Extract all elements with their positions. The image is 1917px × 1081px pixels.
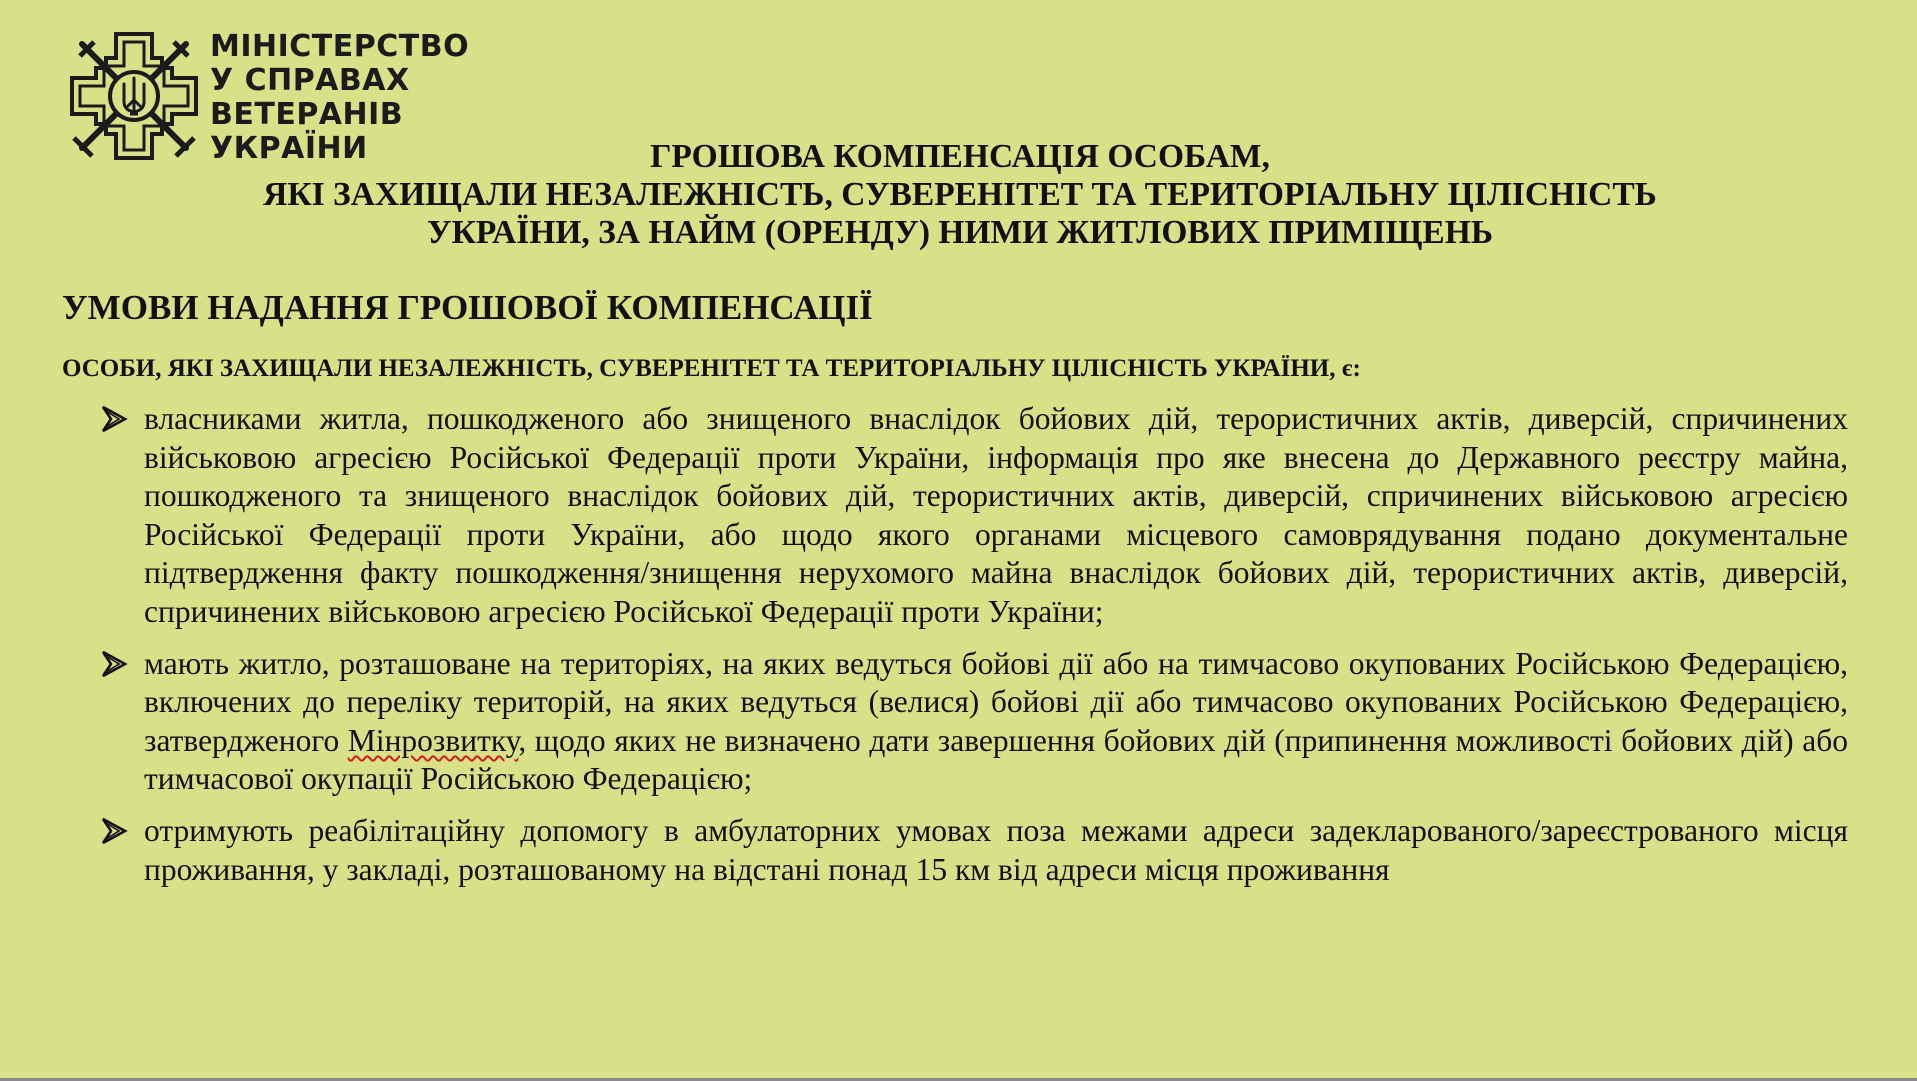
page-title-line-2: ЯКІ ЗАХИЩАЛИ НЕЗАЛЕЖНІСТЬ, СУВЕРЕНІТЕТ ТА ТЕРИТОРІАЛЬНУ ЦІЛІСНІСТЬ — [263, 176, 1657, 213]
arrowhead-bullet-icon — [100, 814, 128, 848]
arrowhead-bullet-icon — [100, 402, 128, 436]
condition-text: отримують реабілітаційну допомогу в амбулаторних умовах поза межами адреси задекларованого/зареєстрованого місця проживання, у закладі, розташованому на відстані понад 15 км від адреси місця проживання — [144, 812, 1848, 887]
list-item — [96, 812, 1848, 889]
ministry-name-line-2: У СПРАВАХ — [210, 63, 410, 98]
page-title — [160, 138, 1760, 252]
list-item — [96, 645, 1848, 799]
condition-text — [144, 646, 1848, 797]
eligibility-subheading: ОСОБИ, ЯКІ ЗАХИЩАЛИ НЕЗАЛЕЖНІСТЬ, СУВЕРЕНІТЕТ ТА ТЕРИТОРІАЛЬНУ ЦІЛІСНІСТЬ УКРАЇНИ, є: — [62, 355, 1361, 382]
condition-text-part-1: мають житло, розташоване на територіях, на яких ведуться бойові дії або на тимчасово окупованих Російською Федерацією, включених до переліку територій, на яких ведуться (велися) бойові дії або тимчасово окупованих Російською Федерацією, затвердженого — [144, 645, 1848, 758]
ministry-name-line-1: МІНІСТЕРСТВО — [210, 29, 470, 64]
condition-text-part-2: , щодо яких не визначено дати завершення бойових дій (припинення можливості бойових дій) або тимчасової окупації Російською Федерацією; — [144, 722, 1848, 797]
ministry-name-line-4: УКРАЇНИ — [210, 131, 368, 166]
page-title-line-3: УКРАЇНИ, ЗА НАЙМ (ОРЕНДУ) НИМИ ЖИТЛОВИХ ПРИМІЩЕНЬ — [427, 214, 1493, 251]
ministry-name-line-3: ВЕТЕРАНІВ — [210, 97, 404, 132]
condition-text: власниками житла, пошкодженого або знищеного внаслідок бойових дій, терористичних актів, диверсій, спричинених військовою агресією Російської Федерації проти України, інформація про яке внесена до Державного реєстру майна, пошкодженого та знищеного внаслідок бойових дій, терористичних актів, диверсій, спричинених військовою агресією Російської Федерації проти України, або щодо якого органами місцевого самоврядування подано документальне підтвердження факту пошкодження/знищення нерухомого майна внаслідок бойових дій, терористичних актів, диверсій, спричинених військовою агресією Російської Федерації проти України; — [144, 401, 1848, 629]
section-heading: УМОВИ НАДАННЯ ГРОШОВОЇ КОМПЕНСАЦІЇ — [62, 288, 873, 327]
page-title-line-1: ГРОШОВА КОМПЕНСАЦІЯ ОСОБАМ, — [650, 138, 1270, 175]
arrowhead-bullet-icon — [100, 647, 128, 681]
list-item — [96, 400, 1848, 632]
spellcheck-flagged-word[interactable]: Мінрозвитку — [347, 722, 519, 758]
conditions-list — [96, 400, 1848, 902]
